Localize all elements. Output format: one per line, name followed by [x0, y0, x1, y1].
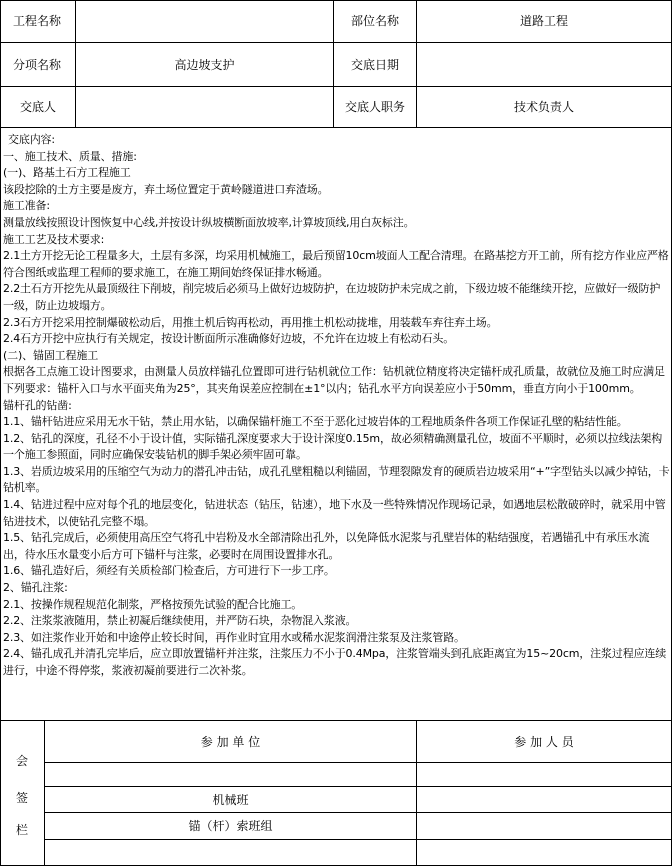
content-lines	[3, 149, 671, 680]
disclosure-date-label: 交底日期	[350, 57, 399, 72]
content-line: 2、锚孔注浆:	[3, 581, 68, 595]
content-line: 2.1、按操作规程规范化制浆，严格按预先试验的配合比施工。	[3, 597, 303, 611]
signoff-label-1: 会	[15, 754, 28, 768]
unit-row-1	[45, 763, 416, 786]
content-line: 1.2、钻孔的深度，孔径不小于设计值，实际锚孔深度要求大于设计深度0.15m，故必须精确测量孔位，坡面不平顺时，必须以拉线法架构一个施工参照面，同时应确保安装钻机的脚手架必须牢固可靠。	[3, 431, 663, 462]
discloser-position-label: 交底人职务	[344, 100, 405, 114]
disclosure-content	[3, 132, 671, 680]
content-line: 1.1、锚杆钻进应采用无水干钻，禁止用水钻，以确保锚杆施工不至于恶化过坡岩体的工程地质条件各项工作保证孔壁的粘结性能。	[3, 415, 628, 429]
content-line: 该段挖除的土方主要是废方，弃土场位置定于黄岭隧道进口弃渣场。	[3, 182, 329, 196]
content-line: 2.3、如注浆作业开始和中途停止较长时间，再作业时宜用水或稀水泥浆润滑注浆泵及注浆管路。	[3, 630, 465, 644]
content-line: 2.2土石方开挖先从最顶级往下削坡，削完坡后必须马上做好边坡防护，在边坡防护未完成之前，下级边坡不能继续开挖，应做好一级防护一级，防止边坡塌方。	[3, 282, 661, 312]
content-line: 2.4石方开挖中应执行有关规定，按设计断面所示准确修好边坡，不允许在边坡上有松动石头。	[3, 332, 455, 346]
content-line: 2.4、锚孔成孔并清孔完毕后，应立即放置锚杆并注浆，注浆压力不小于0.4Mpa，注浆管端头到孔底距离宜为15~20cm，注浆过程应连续进行，中途不得停浆，浆液初凝前要进行二次补浆。	[3, 647, 667, 677]
content-line: 2.1土方开挖无论工程量多大，土层有多深，均采用机械施工，最后预留10cm坡面人工配合清理。在路基挖方开工前，所有挖方作业应严格符合图纸或监理工程师的要求施工，在施工期间始终保证排水畅通。	[3, 249, 669, 279]
part-name-label: 部位名称	[350, 14, 399, 28]
content-line: (一)、路基土石方工程施工	[3, 166, 131, 180]
content-line: (二)、锚固工程施工	[3, 348, 99, 362]
content-line: 根据各工点施工设计图要求，由测量人员放样锚孔位置即可进行钻机就位工作：钻机就位精度将决定锚杆成孔质量，故就位及施工时应满足下列要求：锚杆入口与水平面夹角为25°，其夹角误差应控制在±1°以内；钻孔水平方向误差应小于50mm，垂直方向小于100mm。	[3, 365, 665, 395]
content-line: 1.4、钻进过程中应对每个孔的地层变化，钻进状态（钻压，钻速），地下水及一些特殊情况作现场记录，如遇地层松散破碎时，就采用中管钻进技术，以使钻孔完整不塌。	[3, 498, 666, 528]
content-line: 施工工艺及技术要求:	[3, 232, 105, 246]
content-line: 锚杆孔的钻凿:	[3, 398, 72, 412]
content-line: 1.3、岩质边坡采用的压缩空气为动力的潜孔冲击钻，成孔孔壁粗糙以利锚固，节理裂隙发育的硬质岩边坡采用“+”字型钻头以减少掉钻，卡钻机率。	[3, 464, 670, 495]
content-line: 一、施工技术、质量、措施:	[3, 149, 137, 163]
content-line: 2.2、注浆浆液随用，禁止初凝后继续使用，并严防石块，杂物混入浆液。	[3, 614, 357, 628]
content-line: 1.5、钻孔完成后，必须使用高压空气将孔中岩粉及水全部清除出孔外，以免降低水泥浆与孔壁岩体的粘结强度，若遇锚孔中有承压水流出，待水压水量变小后方可下锚杆与注浆，必要时在周围设置排水孔。	[3, 531, 650, 561]
content-line: 1.6、锚孔造好后，须经有关质检部门检查后，方可进行下一步工序。	[3, 564, 335, 578]
unit-row-3: 锚（杆）索班组	[188, 819, 273, 833]
disclosure-date-value	[417, 43, 671, 86]
item-name-label: 分项名称	[13, 57, 62, 72]
discloser-label: 交底人	[20, 100, 57, 114]
content-line: 测量放线按照设计图恢复中心线,并按设计纵坡横断面放坡率,计算坡顶线,用白灰标注。	[3, 215, 415, 229]
unit-header: 参 加 单 位	[200, 734, 261, 749]
people-header: 参 加 人 员	[514, 734, 574, 749]
content-line: 施工准备:	[3, 199, 50, 213]
unit-row-2: 机械班	[212, 792, 249, 807]
signoff-label-3: 栏	[15, 823, 28, 837]
part-name-value: 道路工程	[519, 14, 568, 28]
content-line: 2.3石方开挖采用控制爆破松动后，用推土机后钩再松动，再用推土机松动拢堆，用装载车弃往弃土场。	[3, 315, 498, 329]
content-heading: 交底内容:	[8, 133, 55, 146]
project-name-label: 工程名称	[13, 14, 62, 28]
discloser-value	[76, 87, 333, 127]
project-name-value	[76, 0, 333, 42]
signoff-label-2: 签	[15, 791, 28, 805]
discloser-position-value: 技术负责人	[513, 100, 574, 114]
unit-row-4	[45, 840, 416, 865]
item-name-value: 高边坡支护	[174, 57, 235, 72]
